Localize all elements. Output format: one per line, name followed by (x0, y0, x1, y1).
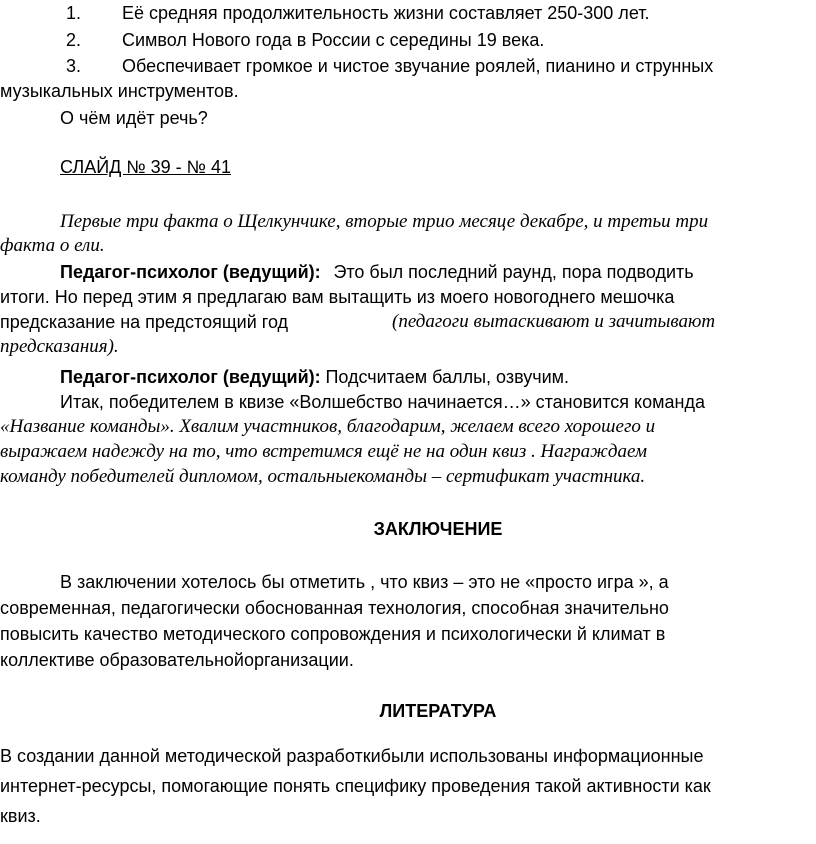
para1-italic: (педагоги вытаскивают и зачитывают (392, 311, 716, 332)
para1-line-3 (0, 311, 716, 334)
para3-line-2: «Название команды». Хвалим участников, благодарим, желаем всего хорошего и (0, 416, 656, 437)
literature-line-2: интернет-ресурсы, помогающие понять специфику проведения такой активности как (0, 776, 711, 796)
list-number: 3. (66, 56, 82, 76)
para3-line-3: выражаем надежду на то, что встретимся ещё не на один квиз . Награждаем (0, 441, 648, 462)
conclusion-line-4: коллективе образовательнойорганизации. (0, 650, 354, 670)
question: О чём идёт речь? (60, 108, 208, 128)
para1-text: Это был последний раунд, пора подводить (333, 262, 694, 282)
para3-line-4: команду победителей дипломом, остальныекоманды – сертификат участника. (0, 466, 646, 487)
conclusion-line-3: повысить качество методического сопровождения и психологически й климат в (0, 624, 666, 644)
para1-line-1 (60, 261, 694, 284)
list-text: Символ Нового года в России с середины 19 века. (122, 30, 545, 50)
list-number: 1. (66, 3, 82, 23)
para1-text: предсказание на предстоящий год (0, 312, 289, 332)
list-text: Обеспечивает громкое и чистое звучание роялей, пианино и струнных (122, 56, 714, 76)
list-item-2 (66, 29, 544, 51)
list-item-3 (66, 55, 713, 77)
para2-line (60, 366, 569, 389)
speaker-label: Педагог-психолог (ведущий): (60, 262, 321, 282)
list-number: 2. (66, 30, 82, 50)
speaker-label: Педагог-психолог (ведущий): (60, 367, 321, 387)
conclusion-line-1: В заключении хотелось бы отметить , что квиз – это не «просто игра », а (60, 572, 669, 592)
conclusion-heading: ЗАКЛЮЧЕНИЕ (373, 519, 503, 539)
list-item-1 (66, 2, 649, 24)
para2-text: Подсчитаем баллы, озвучим. (325, 367, 570, 387)
list-text: Её средняя продолжительность жизни составляет 250-300 лет. (122, 3, 650, 23)
conclusion-line-2: современная, педагогически обоснованная технология, способная значительно (0, 598, 669, 618)
slide-reference: СЛАЙД № 39 - № 41 (60, 157, 232, 177)
para3-line-1: Итак, победителем в квизе «Волшебство начинается…» становится команда (60, 392, 705, 412)
facts-line-1: Первые три факта о Щелкунчике, вторые трио месяце декабре, и третьи три (60, 211, 709, 232)
para1-line-2: итоги. Но перед этим я предлагаю вам вытащить из моего новогоднего мешочка (0, 287, 675, 307)
para1-line-4: предсказания). (0, 336, 119, 357)
literature-line-3: квиз. (0, 806, 41, 826)
literature-heading: ЛИТЕРАТУРА (379, 701, 497, 721)
facts-line-2: факта о ели. (0, 235, 105, 256)
literature-line-1: В создании данной методической разработкибыли использованы информационные (0, 746, 704, 766)
list-continuation: музыкальных инструментов. (0, 81, 239, 101)
